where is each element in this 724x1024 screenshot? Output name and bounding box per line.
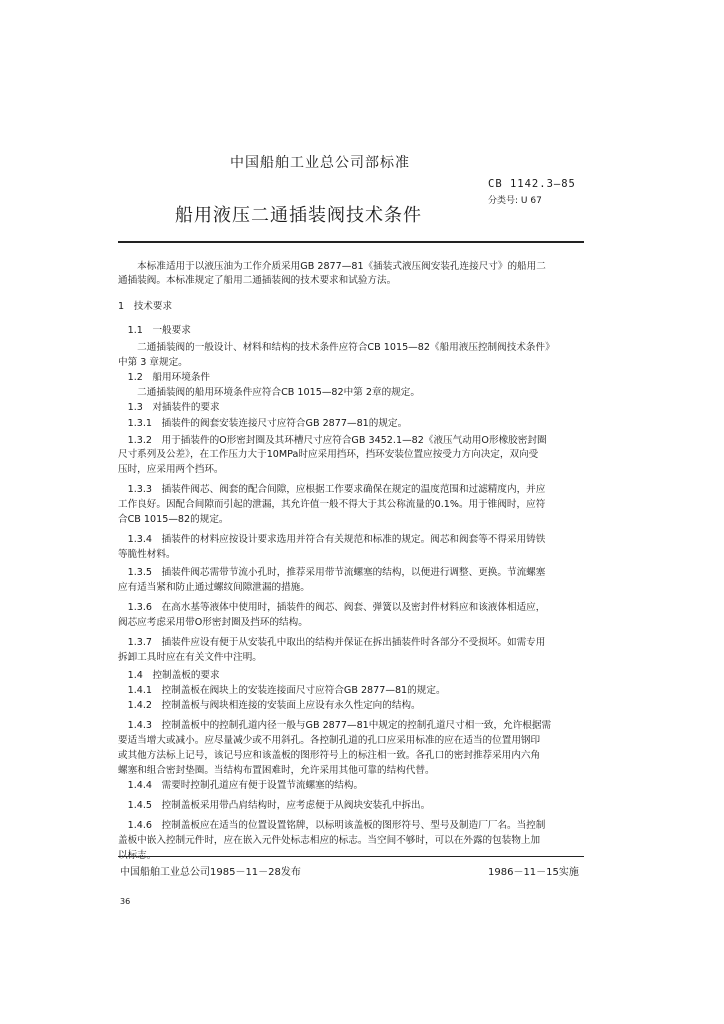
text-line: 1.4.2 控制盖板与阀块相连接的安装面上应设有永久性定向的结构。 <box>118 700 421 711</box>
document-title: 船用液压二通插装阀技术条件 <box>175 205 422 226</box>
page-number: 36 <box>120 897 131 906</box>
footer-divider <box>118 856 584 857</box>
text-line: 1.3.3 插装件阀芯、阀套的配合间隙，应根据工作要求确保在规定的温度范围和过滤精度内，并应 <box>118 484 546 495</box>
text-line: 通插装阀。本标准规定了船用二通插装阀的技术要求和试验方法。 <box>118 275 397 286</box>
text-line: 中第 3 章规定。 <box>118 357 188 368</box>
text-line: 应有适当紧和防止通过螺纹间隙泄漏的措施。 <box>118 582 310 593</box>
text-line: 1.3.5 插装件阀芯需带节流小孔时，推荐采用带节流螺塞的结构，以便进行调整、更换。节流螺塞 <box>118 567 546 578</box>
text-line: 或其他方法标上记号，该记号应和该盖板的图形符号上的标注相一致。各孔口的密封推荐采用内六角 <box>118 750 541 761</box>
org-standard-heading: 中国船舶工业总公司部标准 <box>230 155 410 171</box>
text-line: 1.3.4 插装件的材料应按设计要求选用并符合有关规范和标准的规定。阀芯和阀套等不得采用铸铁 <box>118 534 546 545</box>
text-line: 阀芯应考虑采用带O形密封圈及挡环的结构。 <box>118 617 308 628</box>
text-line: 1.4.6 控制盖板应在适当的位置设置铭牌，以标明该盖板的图形符号、型号及制造厂厂名。当控制 <box>118 820 546 831</box>
text-line: 1.1 一般要求 <box>118 325 191 336</box>
text-line: 等脆性材料。 <box>118 549 176 560</box>
header-divider <box>118 241 584 243</box>
text-line: 压时，应采用两个挡环。 <box>118 464 224 475</box>
text-line: 二通插装阀的船用环境条件应符合CB 1015—82中第 2章的规定。 <box>118 387 420 398</box>
text-line: 1.3 对插装件的要求 <box>118 402 220 413</box>
text-line: 要适当增大或减小。应尽量减少或不用斜孔。各控制孔道的孔口应采用标准的应在适当的位置用钢印 <box>118 735 541 746</box>
text-line: 工作良好。因配合间隙而引起的泄漏，其允许值一般不得大于其公称流量的0.1%。用于锥阀时，应符 <box>118 499 546 510</box>
published-date: 中国船舶工业总公司1985－11－28发布 <box>120 867 301 878</box>
text-line: 尺寸系列及公差》，在工作压力大于10MPa时应采用挡环，挡环安装位置应按受力方向决定，双向受 <box>118 449 539 460</box>
text-line: 以标志。 <box>118 850 157 861</box>
text-line: 1.4.5 控制盖板采用带凸肩结构时，应考虑便于从阀块安装孔中拆出。 <box>118 800 431 811</box>
text-line: 1.3.1 插装件的阀套安装连接尺寸应符合GB 2877—81的规定。 <box>118 418 408 429</box>
text-line: 二通插装阀的一般设计、材料和结构的技术条件应符合CB 1015—82《船用液压控制阀技术条件》 <box>118 342 555 353</box>
text-line: 1.4.4 需要时控制孔道应有便于设置节流螺塞的结构。 <box>118 780 364 791</box>
standard-code: CB 1142.3—85 <box>488 178 576 190</box>
text-line: 螺塞和组合密封垫圈。当结构布置困难时，允许采用其他可靠的结构代替。 <box>118 765 435 776</box>
text-line: 1.2 船用环境条件 <box>118 372 211 383</box>
text-line: 1 技术要求 <box>118 301 173 312</box>
text-line: 1.3.6 在高水基等液体中使用时，插装件的阀芯、阀套、弹簧以及密封件材料应和该液体相适应， <box>118 602 546 613</box>
text-line: 拆卸工具时应在有关文件中注明。 <box>118 652 262 663</box>
text-line: 1.3.2 用于插装件的O形密封圈及其环槽尺寸应符合GB 3452.1—82《液压气动用O形橡胶密封圈 <box>118 435 547 446</box>
text-line: 合CB 1015—82的规定。 <box>118 514 229 525</box>
classification-number: 分类号: U 67 <box>488 196 542 206</box>
text-line: 1.3.7 插装件应设有便于从安装孔中取出的结构并保证在拆出插装件时各部分不受损坏。如需专用 <box>118 637 546 648</box>
text-line: 1.4.1 控制盖板在阀块上的安装连接面尺寸应符合GB 2877—81的规定。 <box>118 685 446 696</box>
text-line: 盖板中嵌入控制元件时，应在嵌入元件处标志相应的标志。当空间不够时，可以在外露的包装物上加 <box>118 835 541 846</box>
text-line: 1.4.3 控制盖板中的控制孔道内径一般与GB 2877—81中规定的控制孔道尺寸相一致，允许根据需 <box>118 720 552 731</box>
text-line: 本标准适用于以液压油为工作介质采用GB 2877—81《插装式液压阀安装孔连接尺寸》的船用二 <box>118 261 546 272</box>
implemented-date: 1986－11－15实施 <box>488 867 579 878</box>
text-line: 1.4 控制盖板的要求 <box>118 670 220 681</box>
